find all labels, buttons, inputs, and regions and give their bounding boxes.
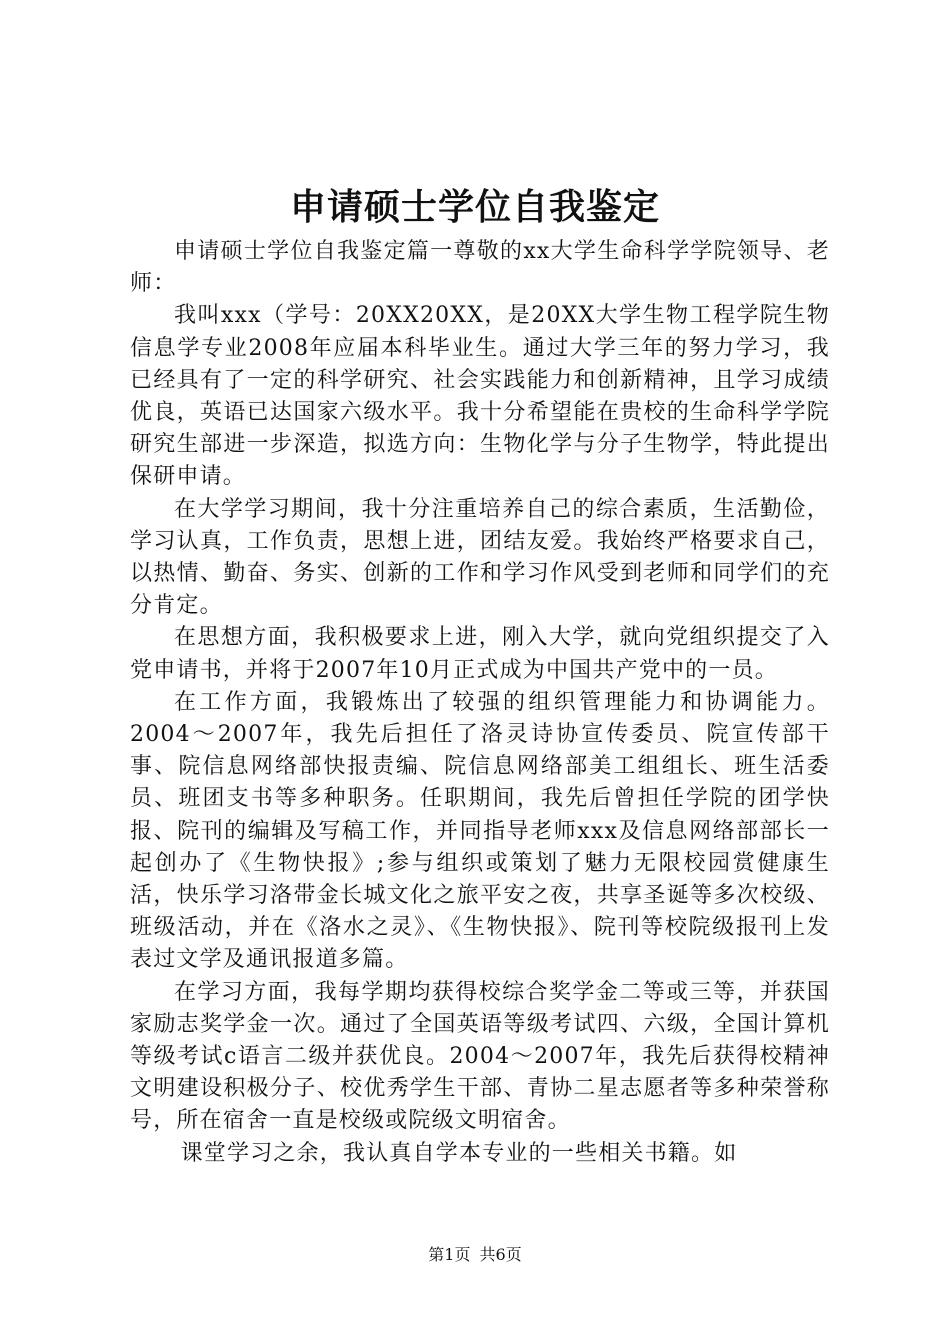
paragraph-salutation: 申请硕士学位自我鉴定篇一尊敬的xx大学生命科学学院领导、老师： — [130, 239, 830, 297]
page-number: 第1页 — [428, 1245, 471, 1264]
paragraph-self-study: 课堂学习之余，我认真自学本专业的一些相关书籍。如 — [180, 1140, 738, 1166]
document-body — [130, 236, 830, 1170]
paragraph-introduction: 我叫xxx（学号：20XX20XX，是20XX大学生物工程学院生物信息学专业2008年应届本科毕业生。通过大学三年的努力学习，我已经具有了一定的科学研究、社会实践能力和创新精神，且学习成绩优良，英语已达国家六级水平。我十分希望能在贵校的生命科学学院研究生部进一步深造，拟选方向：生物化学与分子生物学，特此提出保研申请。 — [130, 303, 830, 490]
paragraph-ideology: 在思想方面，我积极要求上进，刚入大学，就向党组织提交了入党申请书，并将于2007年10月正式成为中国共产党中的一员。 — [130, 625, 830, 683]
paragraph-work: 在工作方面，我锻炼出了较强的组织管理能力和协调能力。2004～2007年，我先后担任了洛灵诗协宣传委员、院宣传部干事、院信息网络部快报责编、院信息网络部美工组组长、班生活委员、班团支书等多种职务。任职期间，我先后曾担任学院的团学快报、院刊的编辑及写稿工作，并同指导老师xxx及信息网络部部长一起创办了《生物快报》;参与组织或策划了魅力无限校园赏健康生活，快乐学习洛带金长城文化之旅平安之夜，共享圣诞等多次校级、班级活动，并在《洛水之灵》、《生物快报》、院刊等校院级报刊上发表过文学及通讯报道多篇。 — [130, 689, 830, 973]
page-total: 共6页 — [479, 1245, 522, 1264]
paragraph-academics: 在学习方面，我每学期均获得校综合奖学金二等或三等，并获国家励志奖学金一次。通过了全国英语等级考试四、六级，全国计算机等级考试c语言二级并获优良。2004～2007年，我先后获得校精神文明建设积极分子、校优秀学生干部、青协二星志愿者等多种荣誉称号，所在宿舍一直是校级或院级文明宿舍。 — [130, 979, 830, 1134]
paragraph-study-period: 在大学学习期间，我十分注重培养自己的综合素质，生活勤俭，学习认真，工作负责，思想上进，团结友爱。我始终严格要求自己，以热情、勤奋、务实、创新的工作和学习作风受到老师和同学们的充分肯定。 — [130, 496, 830, 619]
document-title: 申请硕士学位自我鉴定 — [289, 187, 660, 228]
page-footer — [0, 1244, 950, 1266]
